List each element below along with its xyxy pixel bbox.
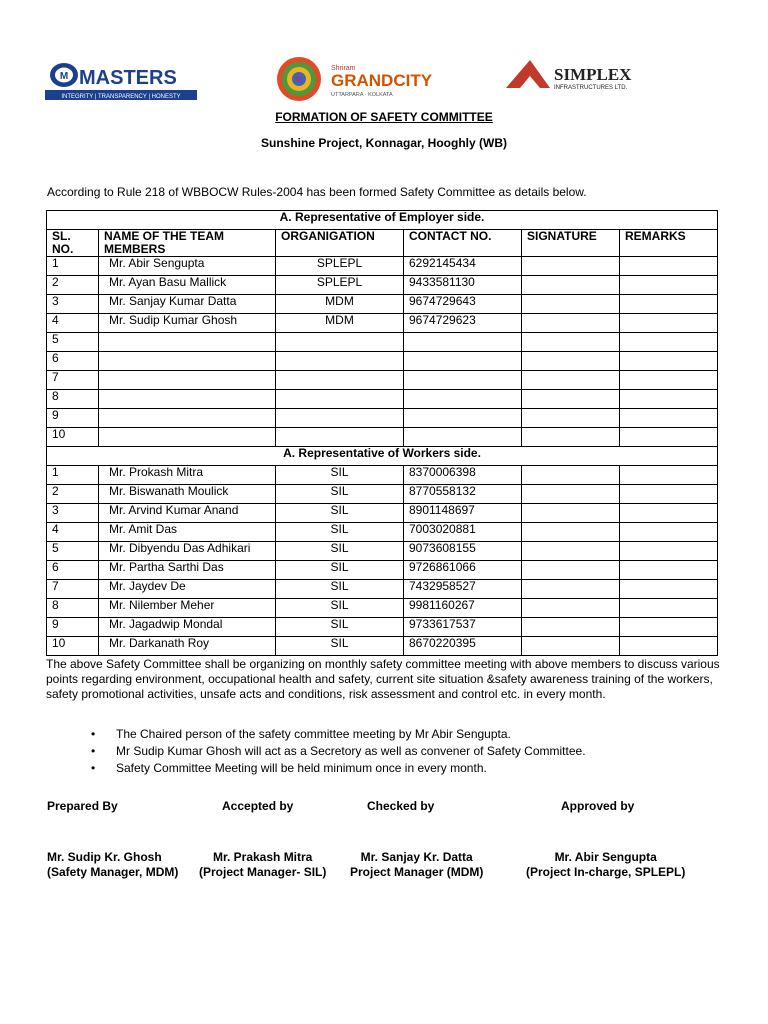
col-sl-no: SL. NO. [47, 230, 99, 257]
table-row [47, 599, 718, 618]
svg-text:SIMPLEX: SIMPLEX [554, 65, 632, 84]
bullet-item: • The Chaired person of the safety committee meeting by Mr Abir Sengupta. [46, 726, 586, 743]
grandcity-logo [276, 56, 436, 102]
cell-contact [404, 390, 522, 409]
cell-contact: 9674729643 [404, 295, 522, 314]
svg-text:M: M [59, 71, 69, 82]
cell-organisation: SIL [276, 504, 404, 523]
cell-member-name: Mr. Sudip Kumar Ghosh [99, 314, 276, 333]
cell-signature [522, 599, 620, 618]
cell-signature [522, 561, 620, 580]
signatory-name: Mr. Prakash Mitra [212, 850, 313, 864]
workers-section-header: A. Representative of Workers side. [47, 447, 718, 466]
table-row [47, 352, 718, 371]
bullet-list [46, 726, 586, 777]
bullet-item: • Safety Committee Meeting will be held minimum once in every month. [46, 760, 586, 777]
cell-contact: 9073608155 [404, 542, 522, 561]
cell-sl-no: 7 [47, 371, 99, 390]
table-row [47, 523, 718, 542]
signatory-title: (Safety Manager, MDM) [47, 865, 179, 879]
col-organisation: ORGANIGATION [276, 230, 404, 257]
cell-signature [522, 466, 620, 485]
cell-contact: 9726861066 [404, 561, 522, 580]
cell-member-name: Mr. Amit Das [99, 523, 276, 542]
signatory-checked [350, 850, 483, 880]
cell-member-name: Mr. Jaydev De [99, 580, 276, 599]
approved-by-label: Approved by [561, 799, 635, 813]
simplex-logo [506, 58, 678, 92]
cell-remarks [620, 352, 718, 371]
cell-remarks [620, 599, 718, 618]
svg-text:MASTERS: MASTERS [79, 67, 177, 89]
signatory-name: Mr. Sudip Kr. Ghosh [47, 850, 162, 864]
cell-sl-no: 9 [47, 618, 99, 637]
cell-organisation: SIL [276, 542, 404, 561]
cell-remarks [620, 561, 718, 580]
cell-contact: 8670220395 [404, 637, 522, 656]
cell-signature [522, 580, 620, 599]
svg-text:Shriram: Shriram [331, 65, 356, 72]
cell-signature [522, 504, 620, 523]
cell-contact: 9674729623 [404, 314, 522, 333]
cell-contact: 8901148697 [404, 504, 522, 523]
cell-contact: 7003020881 [404, 523, 522, 542]
cell-signature [522, 637, 620, 656]
table-row [47, 257, 718, 276]
cell-sl-no: 2 [47, 276, 99, 295]
bullet-item: • Mr Sudip Kumar Ghosh will act as a Secretory as well as convener of Safety Committee. [46, 743, 586, 760]
masters-logo [45, 60, 197, 100]
cell-signature [522, 314, 620, 333]
cell-contact: 6292145434 [404, 257, 522, 276]
cell-contact: 9981160267 [404, 599, 522, 618]
cell-remarks [620, 542, 718, 561]
col-remarks: REMARKS [620, 230, 718, 257]
cell-sl-no: 7 [47, 580, 99, 599]
table-row [47, 314, 718, 333]
cell-remarks [620, 333, 718, 352]
committee-table [46, 210, 718, 656]
table-row [47, 428, 718, 447]
table-row [47, 371, 718, 390]
cell-sl-no: 9 [47, 409, 99, 428]
cell-signature [522, 390, 620, 409]
svg-text:UTTARPARA · KOLKATA: UTTARPARA · KOLKATA [331, 92, 393, 98]
cell-organisation: MDM [276, 314, 404, 333]
col-signature: SIGNATURE [522, 230, 620, 257]
cell-organisation: SPLEPL [276, 257, 404, 276]
cell-organisation: SIL [276, 618, 404, 637]
cell-remarks [620, 523, 718, 542]
cell-signature [522, 333, 620, 352]
cell-organisation: SIL [276, 637, 404, 656]
cell-organisation: SIL [276, 561, 404, 580]
cell-member-name: Mr. Ayan Basu Mallick [99, 276, 276, 295]
cell-sl-no: 3 [47, 295, 99, 314]
cell-contact: 9433581130 [404, 276, 522, 295]
cell-member-name [99, 390, 276, 409]
cell-member-name: Mr. Jagadwip Mondal [99, 618, 276, 637]
col-contact: CONTACT NO. [404, 230, 522, 257]
table-row [47, 466, 718, 485]
cell-organisation: SIL [276, 485, 404, 504]
cell-organisation: SIL [276, 523, 404, 542]
table-row [47, 390, 718, 409]
cell-member-name [99, 371, 276, 390]
cell-sl-no: 2 [47, 485, 99, 504]
svg-text:GRANDCITY: GRANDCITY [331, 71, 433, 90]
svg-text:INTEGRITY | TRANSPARENCY | HON: INTEGRITY | TRANSPARENCY | HONESTY [61, 94, 181, 100]
cell-signature [522, 428, 620, 447]
cell-sl-no: 6 [47, 561, 99, 580]
cell-remarks [620, 314, 718, 333]
cell-sl-no: 4 [47, 314, 99, 333]
cell-contact: 9733617537 [404, 618, 522, 637]
table-row [47, 542, 718, 561]
cell-contact [404, 333, 522, 352]
signatory-accepted [199, 850, 326, 880]
cell-signature [522, 542, 620, 561]
cell-remarks [620, 618, 718, 637]
cell-sl-no: 5 [47, 542, 99, 561]
cell-contact [404, 428, 522, 447]
cell-organisation: SIL [276, 599, 404, 618]
cell-signature [522, 352, 620, 371]
signatory-title: (Project In-charge, SPLEPL) [526, 865, 686, 879]
cell-organisation [276, 428, 404, 447]
signatory-title: (Project Manager- SIL) [199, 865, 327, 879]
cell-member-name [99, 352, 276, 371]
cell-contact: 7432958527 [404, 580, 522, 599]
cell-contact [404, 371, 522, 390]
table-row [47, 561, 718, 580]
cell-sl-no: 1 [47, 257, 99, 276]
cell-organisation [276, 333, 404, 352]
cell-sl-no: 8 [47, 599, 99, 618]
cell-sl-no: 4 [47, 523, 99, 542]
prepared-by-label: Prepared By [47, 799, 118, 813]
cell-remarks [620, 371, 718, 390]
cell-signature [522, 409, 620, 428]
cell-contact [404, 409, 522, 428]
cell-organisation: SIL [276, 466, 404, 485]
cell-signature [522, 485, 620, 504]
cell-member-name: Mr. Nilember Meher [99, 599, 276, 618]
table-row [47, 637, 718, 656]
logo-bar [0, 50, 768, 110]
cell-member-name: Mr. Partha Sarthi Das [99, 561, 276, 580]
cell-organisation: SIL [276, 580, 404, 599]
cell-member-name: Mr. Dibyendu Das Adhikari [99, 542, 276, 561]
table-row [47, 276, 718, 295]
cell-signature [522, 371, 620, 390]
cell-organisation: SPLEPL [276, 276, 404, 295]
cell-remarks [620, 485, 718, 504]
table-row [47, 504, 718, 523]
cell-contact [404, 352, 522, 371]
cell-organisation [276, 352, 404, 371]
cell-sl-no: 10 [47, 428, 99, 447]
table-row [47, 485, 718, 504]
checked-by-label: Checked by [367, 799, 435, 813]
employer-section-header: A. Representative of Employer side. [47, 211, 718, 230]
cell-remarks [620, 504, 718, 523]
intro-text: According to Rule 218 of WBBOCW Rules-2004 has been formed Safety Committee as details below. [47, 185, 587, 199]
cell-organisation [276, 371, 404, 390]
cell-signature [522, 523, 620, 542]
cell-member-name: Mr. Biswanath Moulick [99, 485, 276, 504]
cell-member-name: Mr. Prokash Mitra [99, 466, 276, 485]
table-row [47, 409, 718, 428]
cell-signature [522, 618, 620, 637]
cell-signature [522, 295, 620, 314]
cell-remarks [620, 580, 718, 599]
document-title: FORMATION OF SAFETY COMMITTEE [275, 110, 493, 124]
signatory-title: Project Manager (MDM) [350, 865, 484, 879]
cell-remarks [620, 428, 718, 447]
cell-remarks [620, 257, 718, 276]
cell-remarks [620, 390, 718, 409]
cell-organisation: MDM [276, 295, 404, 314]
cell-contact: 8370006398 [404, 466, 522, 485]
cell-sl-no: 5 [47, 333, 99, 352]
cell-sl-no: 1 [47, 466, 99, 485]
cell-contact: 8770558132 [404, 485, 522, 504]
cell-remarks [620, 466, 718, 485]
table-row [47, 295, 718, 314]
cell-signature [522, 276, 620, 295]
accepted-by-label: Accepted by [222, 799, 294, 813]
cell-member-name [99, 409, 276, 428]
table-row [47, 333, 718, 352]
cell-remarks [620, 295, 718, 314]
signatory-name: Mr. Sanjay Kr. Datta [360, 850, 473, 864]
cell-signature [522, 257, 620, 276]
cell-organisation [276, 390, 404, 409]
signatory-name: Mr. Abir Sengupta [554, 850, 657, 864]
signatory-prepared [47, 850, 178, 880]
cell-remarks [620, 409, 718, 428]
cell-sl-no: 6 [47, 352, 99, 371]
cell-sl-no: 8 [47, 390, 99, 409]
cell-sl-no: 10 [47, 637, 99, 656]
cell-member-name: Mr. Abir Sengupta [99, 257, 276, 276]
table-row [47, 618, 718, 637]
signatory-approved [526, 850, 685, 880]
cell-remarks [620, 637, 718, 656]
cell-member-name [99, 428, 276, 447]
table-row [47, 580, 718, 599]
svg-text:INFRASTRUCTURES LTD.: INFRASTRUCTURES LTD. [554, 85, 628, 91]
project-subtitle: Sunshine Project, Konnagar, Hooghly (WB) [260, 136, 507, 150]
col-name: NAME OF THE TEAM MEMBERS [99, 230, 276, 257]
cell-sl-no: 3 [47, 504, 99, 523]
cell-organisation [276, 409, 404, 428]
cell-member-name [99, 333, 276, 352]
cell-member-name: Mr. Sanjay Kumar Datta [99, 295, 276, 314]
description-paragraph: The above Safety Committee shall be organizing on monthly safety committee meeting with above members to discuss various points regarding environment, occupational health and safety, current site situation &safety awareness training of the workers, safety promotional activities, unsafe acts and conditions, risk assessment and control etc. in every month. [46, 657, 720, 701]
table-header-row [47, 230, 718, 257]
cell-member-name: Mr. Darkanath Roy [99, 637, 276, 656]
cell-member-name: Mr. Arvind Kumar Anand [99, 504, 276, 523]
cell-remarks [620, 276, 718, 295]
